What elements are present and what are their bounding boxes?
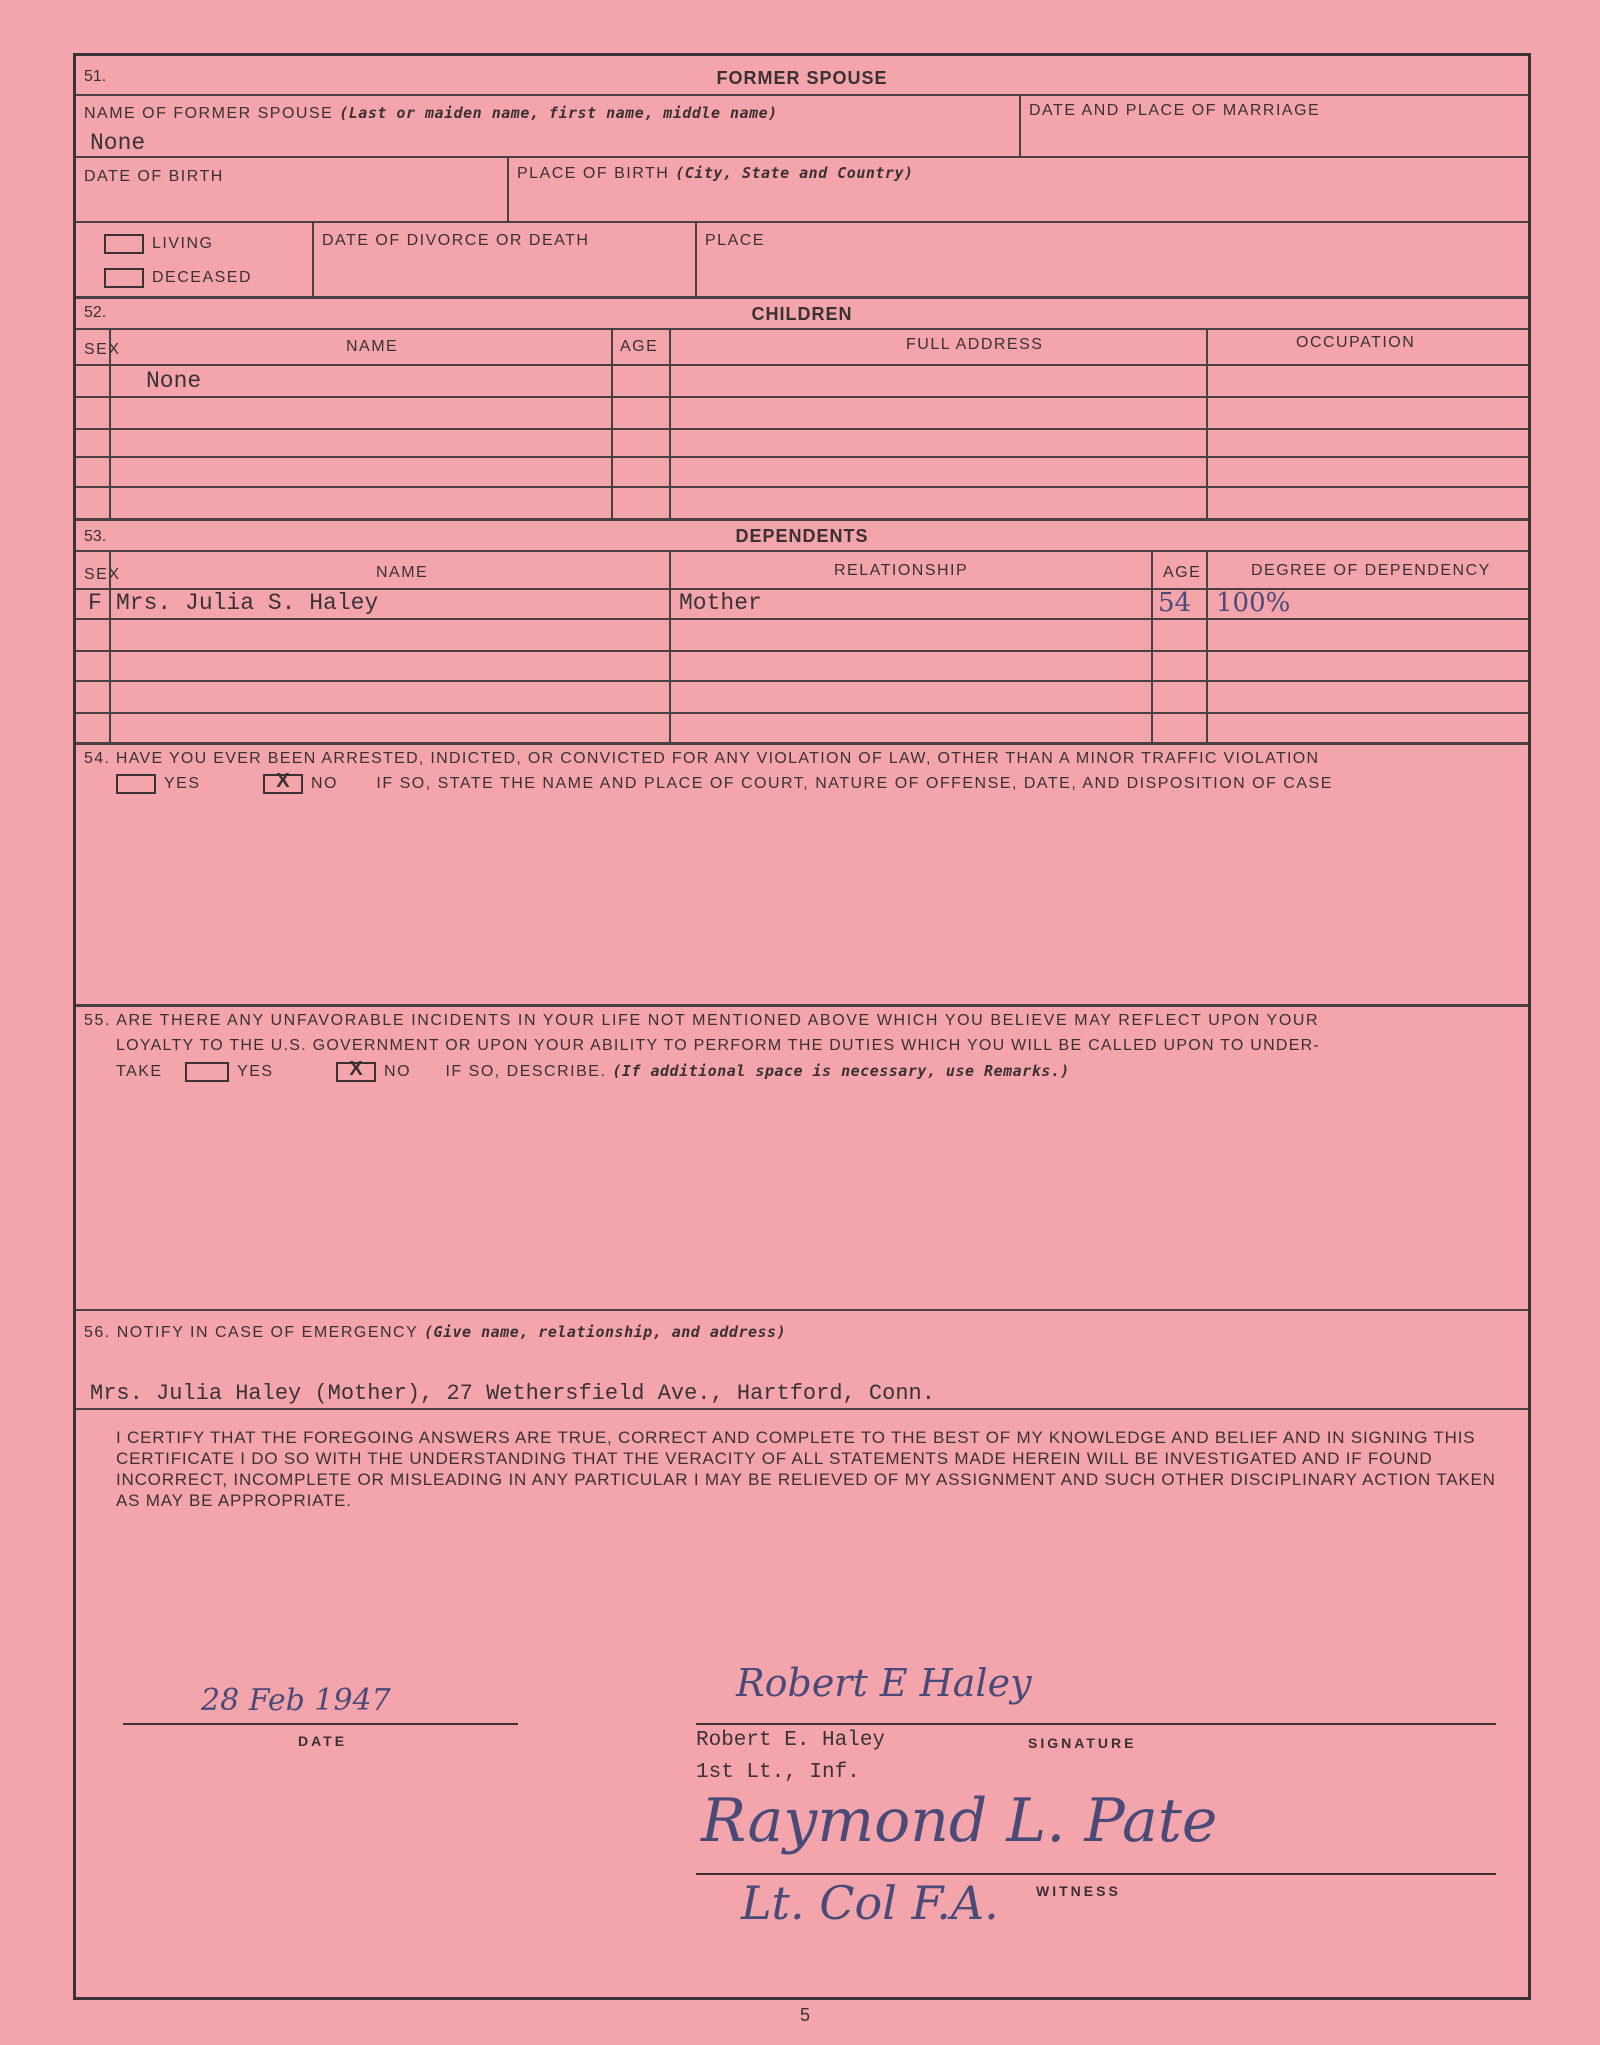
emergency-contact-value[interactable]: Mrs. Julia Haley (Mother), 27 Wethersfield Ave., Hartford, Conn. <box>90 1381 935 1406</box>
section-title: FORMER SPOUSE <box>716 68 888 88</box>
divorce-death-date-label: DATE OF DIVORCE OR DEATH <box>322 232 590 249</box>
checkbox-checked-icon: X <box>263 774 303 794</box>
date-handwritten[interactable]: 28 Feb 1947 <box>201 1683 391 1718</box>
col-sex: SEX <box>84 566 121 583</box>
col-name: NAME <box>346 338 399 355</box>
checkbox-icon <box>116 774 156 794</box>
checkbox-icon <box>104 268 144 288</box>
living-checkbox[interactable]: LIVING <box>104 234 213 254</box>
incidents-line-1: 55. ARE THERE ANY UNFAVORABLE INCIDENTS IN YOUR LIFE NOT MENTIONED ABOVE WHICH YOU BELIEVE MAY REFLECT UPON YOUR <box>84 1012 1320 1029</box>
checkbox-icon <box>104 234 144 254</box>
incidents-instruction: IF SO, DESCRIBE. (If additional space is necessary, use Remarks.) <box>445 1062 1070 1081</box>
signer-rank: 1st Lt., Inf. <box>696 1761 860 1784</box>
section-dependents <box>76 520 1528 742</box>
incidents-line-2: LOYALTY TO THE U.S. GOVERNMENT OR UPON YOUR ABILITY TO PERFORM THE DUTIES WHICH YOU WILL BE CALLED UPON TO UNDER- <box>116 1037 1320 1054</box>
section-emergency-contact <box>76 1311 1528 1411</box>
section-number: 53. <box>84 528 107 545</box>
section-certification <box>76 1411 1528 2001</box>
former-spouse-name-value[interactable]: None <box>90 130 146 156</box>
col-occupation: OCCUPATION <box>1296 334 1416 351</box>
divorce-place-label: PLACE <box>705 232 765 249</box>
col-age: AGE <box>1163 564 1202 581</box>
witness-line <box>696 1873 1496 1875</box>
section-number: 51. <box>84 68 107 85</box>
signature-label: SIGNATURE <box>1028 1735 1137 1751</box>
arrest-no-checkbox[interactable]: X NO <box>263 775 338 792</box>
witness-rank-handwritten: Lt. Col F.A. <box>741 1876 999 1930</box>
witness-signature-handwritten[interactable]: Raymond L. Pate <box>701 1786 1218 1856</box>
col-sex: SEX <box>84 341 121 358</box>
dependent-sex[interactable]: F <box>88 590 102 616</box>
section-title: DEPENDENTS <box>735 526 869 546</box>
dependent-name[interactable]: Mrs. Julia S. Haley <box>116 590 379 616</box>
certification-text: I CERTIFY THAT THE FOREGOING ANSWERS ARE TRUE, CORRECT AND COMPLETE TO THE BEST OF MY KNOWLEDGE AND BELIEF AND IN SIGNING THIS CERTIFICATE I DO SO WITH THE UNDERSTANDING THAT THE VERACITY OF ALL STATEMENTS MADE HEREIN WILL BE INVESTIGATED AND IF FOUND INCORRECT, INCOMPLETE OR MISLEADING IN ANY PARTICULAR I MAY BE RELIEVED OF MY ASSIGNMENT AND SUCH OTHER DISCIPLINARY ACTION TAKEN AS MAY BE APPROPRIATE. <box>116 1428 1496 1510</box>
page-number: 5 <box>800 2005 811 2025</box>
signer-name: Robert E. Haley <box>696 1729 886 1752</box>
col-degree-of-dependency: DEGREE OF DEPENDENCY <box>1251 562 1491 579</box>
arrest-yes-checkbox[interactable]: YES <box>116 775 201 792</box>
date-line <box>123 1723 518 1725</box>
checkbox-checked-icon: X <box>336 1062 376 1082</box>
spouse-dob-label: DATE OF BIRTH <box>84 168 224 185</box>
spouse-pob-label: PLACE OF BIRTH (City, State and Country) <box>517 164 914 182</box>
arrest-instruction: IF SO, STATE THE NAME AND PLACE OF COURT, NATURE OF OFFENSE, DATE, AND DISPOSITION OF CASE <box>376 775 1333 793</box>
section-former-spouse <box>76 56 1528 296</box>
section-children <box>76 298 1528 518</box>
signature-line <box>696 1723 1496 1725</box>
section-number: 52. <box>84 304 107 321</box>
child-name-value[interactable]: None <box>146 368 202 394</box>
dependent-degree[interactable]: 100% <box>1216 588 1291 618</box>
signature-handwritten[interactable]: Robert E Haley <box>736 1661 1032 1705</box>
former-spouse-name-label: NAME OF FORMER SPOUSE (Last or maiden name, first name, middle name) <box>84 104 778 122</box>
dependent-relationship[interactable]: Mother <box>679 590 762 616</box>
checkbox-icon <box>185 1062 229 1082</box>
dependent-age[interactable]: 54 <box>1158 588 1192 618</box>
arrest-question: 54. HAVE YOU EVER BEEN ARRESTED, INDICTED, OR CONVICTED FOR ANY VIOLATION OF LAW, OTHER THAN A MINOR TRAFFIC VIOLATION <box>84 750 1320 767</box>
incidents-yes-checkbox[interactable]: YES <box>185 1063 274 1080</box>
section-unfavorable-incidents: 55. ARE THERE ANY UNFAVORABLE INCIDENTS IN YOUR LIFE NOT MENTIONED ABOVE WHICH YOU BELIEVE MAY REFLECT UPON YOUR LOYALTY TO THE U.S. GOVERNMENT OR UPON YOUR ABILITY TO PERFORM THE DUTIES WHICH YOU WILL BE CALLED UPON TO UNDER- TAKE YES X NO IF SO, DESCRIBE. (If additional space is necessary, use Remarks.) <box>84 1012 1320 1081</box>
marriage-date-place-label: DATE AND PLACE OF MARRIAGE <box>1029 102 1321 119</box>
section-arrest-record <box>76 744 1528 1004</box>
witness-label: WITNESS <box>1036 1883 1121 1899</box>
incidents-no-checkbox[interactable]: X NO <box>336 1063 411 1080</box>
col-full-address: FULL ADDRESS <box>906 336 1044 353</box>
personal-history-form <box>73 53 1531 2000</box>
deceased-checkbox[interactable]: DECEASED <box>104 268 252 288</box>
col-relationship: RELATIONSHIP <box>834 562 969 579</box>
date-label: DATE <box>298 1733 348 1749</box>
section-title: CHILDREN <box>751 304 853 324</box>
emergency-contact-label: 56. NOTIFY IN CASE OF EMERGENCY (Give name, relationship, and address) <box>84 1323 787 1341</box>
col-name: NAME <box>376 564 429 581</box>
col-age: AGE <box>620 338 659 355</box>
